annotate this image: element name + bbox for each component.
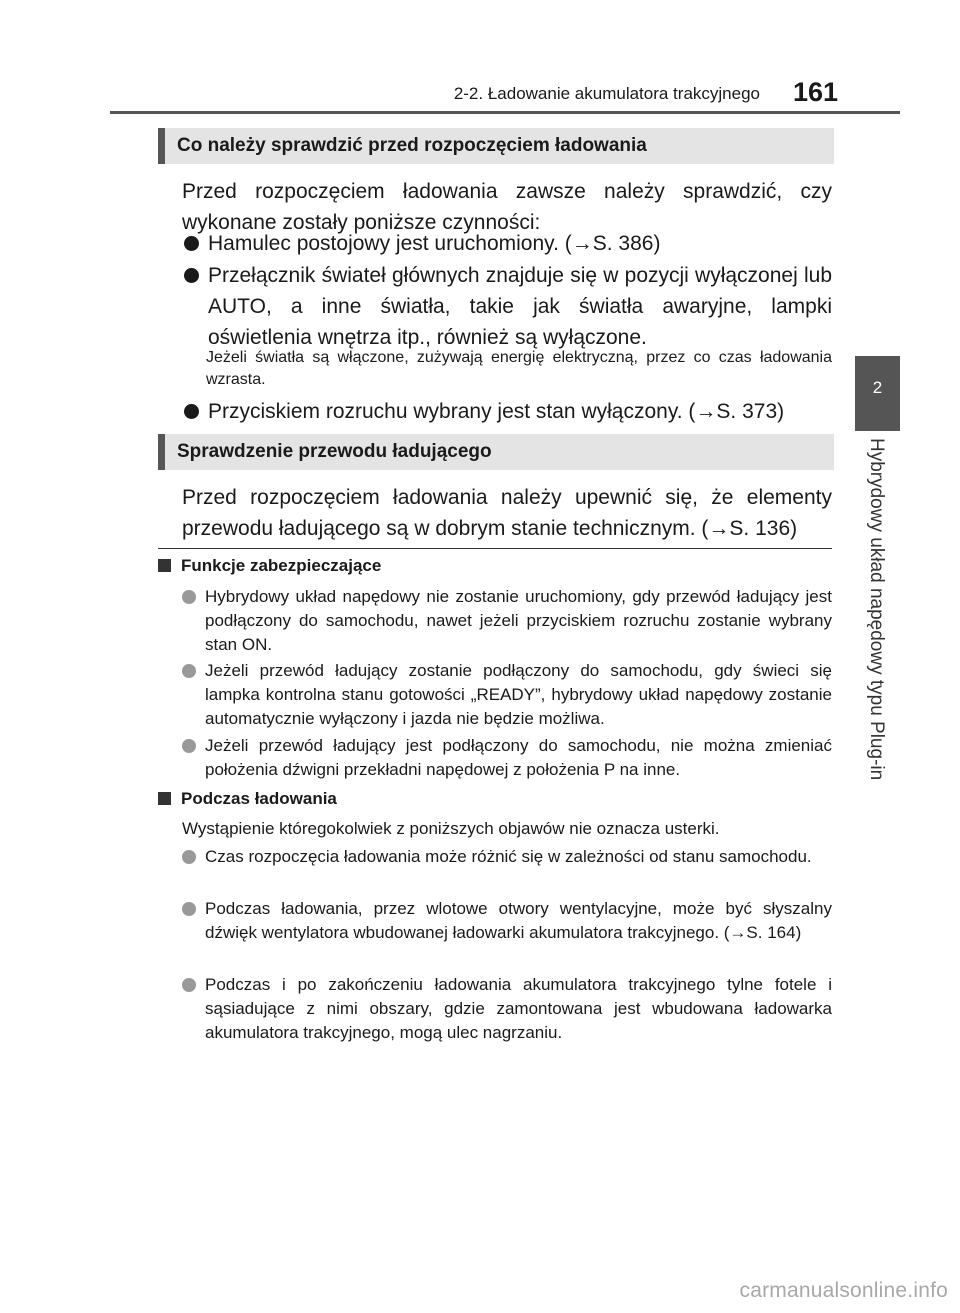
- info-bullet: [182, 845, 832, 869]
- chapter-tab: [855, 356, 900, 431]
- bullet-text: Przyciskiem rozruchu wybrany jest stan wyłączony. (→S. 373): [208, 400, 785, 423]
- info-bullet: [182, 734, 832, 782]
- chapter-side-title-text: Hybrydowy układ napędowy typu Plug-in: [866, 438, 887, 781]
- bullet-item: [182, 396, 832, 427]
- info-heading: [158, 556, 381, 576]
- square-bullet-icon: [158, 559, 171, 572]
- info-intro: Wystąpienie któregokolwiek z poniższych objawów nie oznacza usterki.: [182, 819, 720, 838]
- info-bullet-text: Hybrydowy układ napędowy nie zostanie uruchomiony, gdy przewód ładujący jest podłączony do samochodu, nawet jeżeli przyciskiem rozruchu zostanie wybrany stan ON.: [205, 587, 832, 654]
- section-heading-title: Co należy sprawdzić przed rozpoczęciem ładowania: [177, 135, 647, 156]
- info-bullet-text: Podczas i po zakończeniu ładowania akumulatora trakcyjnego tylne fotele i sąsiadujące z nimi obszary, gdzie zamontowana jest wbudowana ładowarka akumulatora trakcyjnego, mogą ulec nagrzaniu.: [205, 975, 832, 1042]
- bullet-dot-icon: [182, 978, 196, 992]
- section-heading-title: Sprawdzenie przewodu ładującego: [177, 441, 492, 462]
- bullet-dot-icon: [184, 404, 199, 419]
- info-bullet: [182, 659, 832, 731]
- bullet-dot-icon: [182, 850, 196, 864]
- info-bullet-text: Jeżeli przewód ładujący zostanie podłączony do samochodu, gdy świeci się lampka kontrolna stanu gotowości „READY”, hybrydowy układ napędowy zostanie automatycznie wyłączony i jazda nie będzie możliwa.: [205, 661, 832, 728]
- bullet-dot-icon: [182, 902, 196, 916]
- bullet-dot-icon: [184, 268, 199, 283]
- bullet-text: Przełącznik świateł głównych znajduje się w pozycji wyłączonej lub AUTO, a inne światła, takie jak światła awaryjne, lampki oświetlenia wnętrza itp., również są wyłączone.: [208, 264, 832, 349]
- section-heading-bar: [158, 128, 165, 164]
- info-heading: [158, 789, 337, 809]
- chapter-tab-number: 2: [872, 378, 883, 397]
- bullet-text: Hamulec postojowy jest uruchomiony. (→S. 386): [208, 232, 661, 255]
- page-header-section: 2-2. Ładowanie akumulatora trakcyjnego: [453, 84, 760, 103]
- divider: [158, 548, 832, 549]
- info-heading-text: Podczas ładowania: [181, 789, 337, 808]
- section-text: Przed rozpoczęciem ładowania należy upewnić się, że elementy przewodu ładującego są w dobrym stanie technicznym. (→S. 136): [182, 486, 832, 540]
- bullet-item: [182, 260, 832, 353]
- section-heading-checks: [158, 128, 834, 164]
- bullet-item: [182, 228, 832, 259]
- section-heading-bar: [158, 434, 165, 470]
- section-intro: Przed rozpoczęciem ładowania zawsze należy sprawdzić, czy wykonane zostały poniższe czynności:: [182, 180, 832, 234]
- bullet-dot-icon: [182, 664, 196, 678]
- bullet-note: Jeżeli światła są włączone, zużywają energię elektryczną, przez co czas ładowania wzrasta.: [206, 349, 832, 388]
- info-bullet: [182, 973, 832, 1045]
- header-rule: [110, 111, 900, 114]
- bullet-dot-icon: [184, 236, 199, 251]
- bullet-dot-icon: [182, 739, 196, 753]
- bullet-dot-icon: [182, 590, 196, 604]
- info-bullet: [182, 585, 832, 657]
- square-bullet-icon: [158, 792, 171, 805]
- info-bullet-text: Podczas ładowania, przez wlotowe otwory wentylacyjne, może być słyszalny dźwięk wentylatora wbudowanej ładowarki akumulatora trakcyjnego. (→S. 164): [205, 899, 832, 942]
- info-bullet-text: Czas rozpoczęcia ładowania może różnić się w zależności od stanu samochodu.: [205, 847, 812, 866]
- watermark: carmanualsonline.info: [739, 1279, 948, 1302]
- info-heading-text: Funkcje zabezpieczające: [181, 556, 382, 575]
- info-bullet: [182, 897, 832, 945]
- section-heading-cable: [158, 434, 834, 470]
- info-bullet-text: Jeżeli przewód ładujący jest podłączony do samochodu, nie można zmieniać położenia dźwigni przekładni napędowej z położenia P na inne.: [205, 736, 832, 779]
- page-number: 161: [792, 77, 838, 107]
